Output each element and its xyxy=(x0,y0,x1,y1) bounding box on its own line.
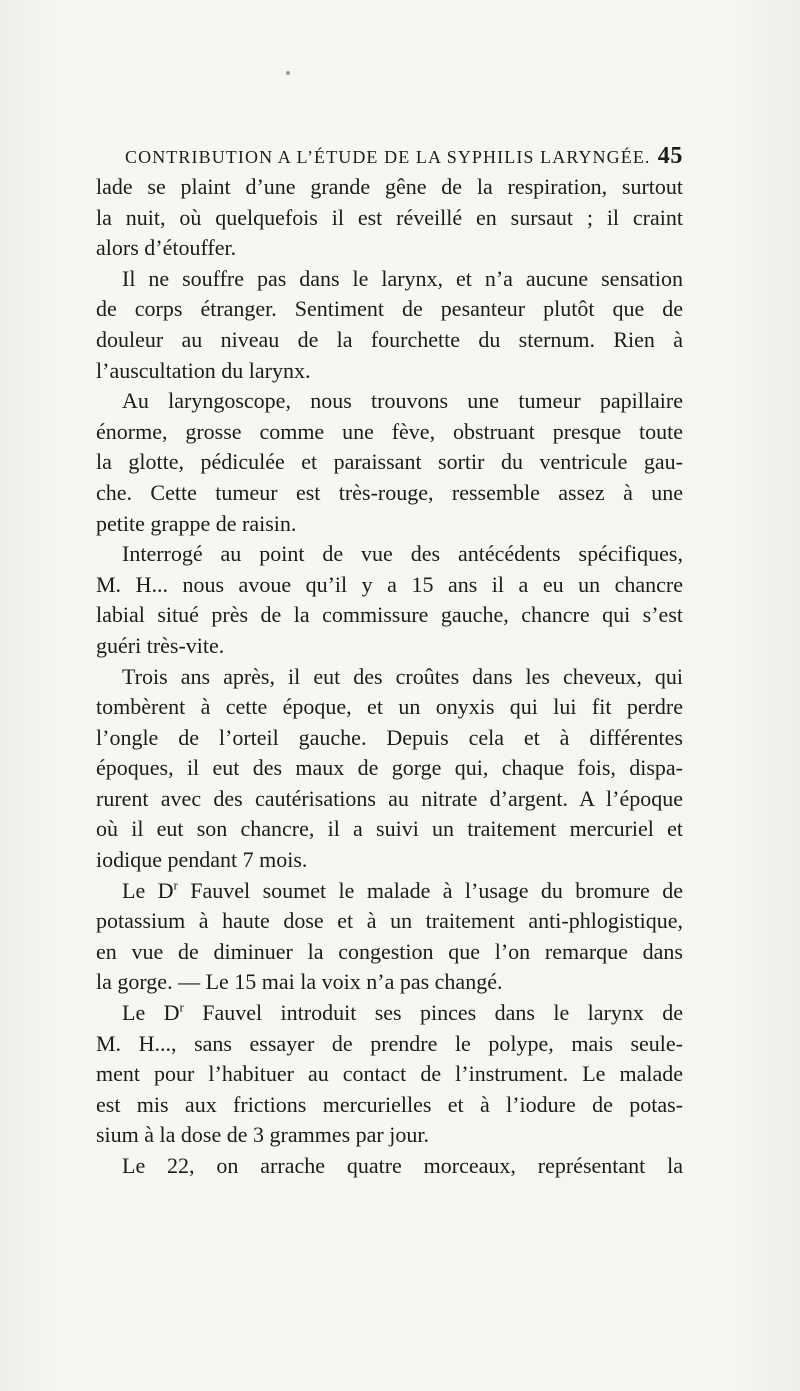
ink-speck xyxy=(286,71,290,75)
text-line: la nuit, où quelquefois il est réveillé en sursaut ; il craint xyxy=(96,204,683,230)
text-line: iodique pendant 7 mois. xyxy=(96,847,308,873)
text-segment: Fauvel introduit ses pinces dans le larynx de xyxy=(183,1000,683,1026)
text-line: où il eut son chancre, il a suivi un traitement mercuriel et xyxy=(96,816,683,842)
text-line: guéri très-vite. xyxy=(96,632,225,658)
text-line: en vue de diminuer la congestion que l’on remarque dans xyxy=(96,938,683,964)
text-line: M. H... nous avoue qu’il y a 15 ans il a eu un chancre xyxy=(96,571,683,597)
text-line: Le 22, on arrache quatre morceaux, représentant la xyxy=(122,1153,683,1178)
text-segment: Le D xyxy=(122,1000,180,1026)
text-line: labial situé près de la commissure gauche, chancre qui s’est xyxy=(96,602,683,628)
text-line: alors d’étouffer. xyxy=(96,235,237,261)
text-line: petite grappe de raisin. xyxy=(96,510,297,536)
text-line: énorme, grosse comme une fève, obstruant presque toute xyxy=(96,418,683,444)
text-segment: Fauvel soumet le malade à l’usage du bromure de xyxy=(177,877,683,903)
paragraph-6 xyxy=(96,876,683,998)
paragraph-4 xyxy=(96,539,683,661)
superscript: r xyxy=(173,877,178,893)
text-line xyxy=(96,998,683,1029)
text-line: époques, il eut des maux de gorge qui, chaque fois, dispa- xyxy=(96,755,683,781)
paragraph-5 xyxy=(96,662,683,876)
text-line: che. Cette tumeur est très-rouge, ressemble assez à une xyxy=(96,479,683,505)
text-line: l’ongle de l’orteil gauche. Depuis cela et à différentes xyxy=(96,724,683,750)
text-line: rurent avec des cautérisations au nitrate d’argent. A l’époque xyxy=(96,785,683,811)
text-line: la gorge. — Le 15 mai la voix n’a pas changé. xyxy=(96,969,503,995)
text-line: de corps étranger. Sentiment de pesanteur plutôt que de xyxy=(96,296,683,322)
paragraph-7 xyxy=(96,998,683,1151)
text-line: ment pour l’habituer au contact de l’instrument. Le malade xyxy=(96,1061,683,1087)
superscript: r xyxy=(179,999,184,1015)
text-segment: Le D xyxy=(122,877,174,903)
text-line: tombèrent à cette époque, et un onyxis qui lui fit perdre xyxy=(96,694,683,720)
running-head xyxy=(125,143,683,170)
paragraph-1 xyxy=(96,172,683,264)
text-line: est mis aux frictions mercurielles et à l’iodure de potas- xyxy=(96,1091,683,1117)
text-line: douleur au niveau de la fourchette du sternum. Rien à xyxy=(96,326,683,352)
text-line: lade se plaint d’une grande gêne de la respiration, surtout xyxy=(96,174,683,199)
page-number: 45 xyxy=(657,143,683,169)
text-line: M. H..., sans essayer de prendre le polype, mais seule- xyxy=(96,1030,683,1056)
text-line: Interrogé au point de vue des antécédents spécifiques, xyxy=(122,541,683,567)
running-head-title: CONTRIBUTION A L’ÉTUDE DE LA SYPHILIS LARYNGÉE. xyxy=(125,147,651,167)
paragraph-2 xyxy=(96,264,683,386)
text-line: Il ne souffre pas dans le larynx, et n’a aucune sensation xyxy=(122,265,683,291)
text-line: l’auscultation du larynx. xyxy=(96,357,311,383)
text-line: Au laryngoscope, nous trouvons une tumeur papillaire xyxy=(122,388,683,414)
text-line: la glotte, pédiculée et paraissant sortir du ventricule gau- xyxy=(96,449,683,475)
text-line: Trois ans après, il eut des croûtes dans les cheveux, qui xyxy=(122,663,683,689)
body-text xyxy=(96,172,683,1182)
text-line: sium à la dose de 3 grammes par jour. xyxy=(96,1122,429,1148)
text-line: potassium à haute dose et à un traitement anti-phlogistique, xyxy=(96,908,683,934)
paragraph-3 xyxy=(96,386,683,539)
paragraph-8 xyxy=(96,1151,683,1182)
text-line xyxy=(96,876,683,907)
